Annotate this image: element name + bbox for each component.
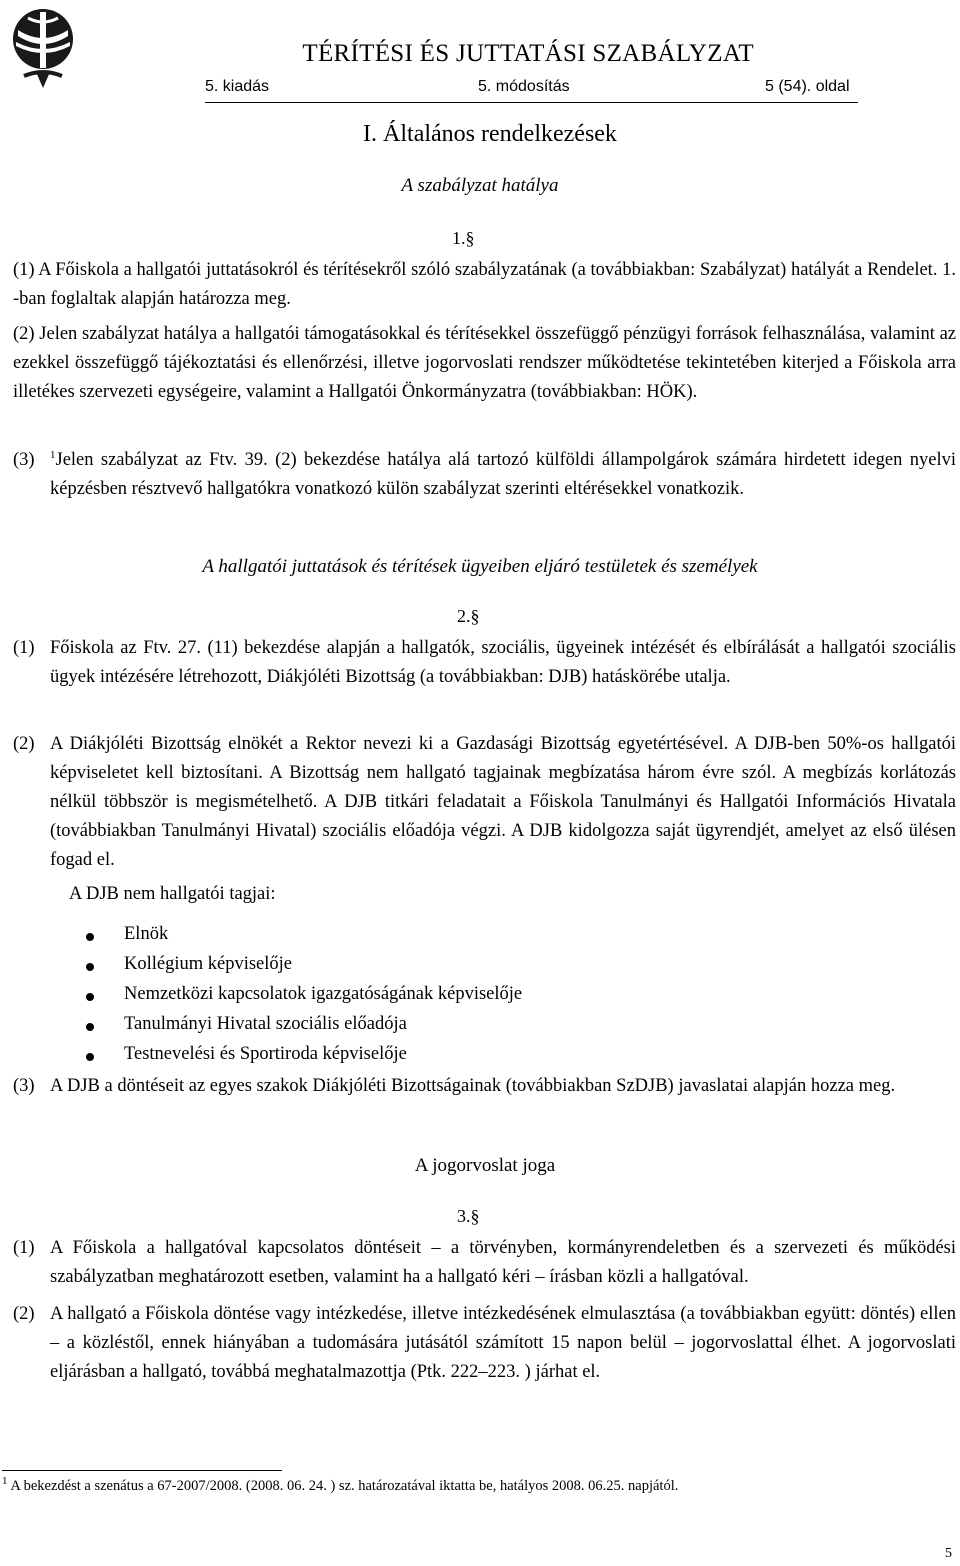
paragraph-text: A Főiskola a hallgatóval kapcsolatos döntéseit – a törvényben, kormányrendeletben és a szervezeti és működési szabályzatban meghatározott esetben, valamint ha a hallgató kéri – írásban közli a hallgatóval. [50,1238,956,1287]
section-3-title: A jogorvoslat joga [414,1155,556,1176]
section-1-title: A szabályzat hatálya [401,175,559,196]
section-3-paragraph-1 [13,1234,956,1292]
members-heading: A DJB nem hallgatói tagjai: [69,884,276,904]
footnote-rule [2,1470,282,1471]
bullet [86,933,94,941]
paragraph-number: (3) [13,450,35,470]
header-meta [205,78,855,100]
bullet [86,963,94,971]
modification: 5. módosítás [478,78,570,95]
bullet [86,1023,94,1031]
bullet [86,1053,94,1061]
page-reference: 5 (54). oldal [765,78,850,95]
bullet [86,993,94,1001]
section-1-paragraph-3 [13,446,956,504]
paragraph-number: (1) [13,638,35,658]
section-3-paragraph-2 [13,1300,956,1387]
paragraph-text: A hallgató a Főiskola döntése vagy intézkedése, illetve intézkedésének elmulasztása (a továbbiakban együtt: döntés) ellen – a közléstől, ennek hiányában a tudomására jutásától számított 15 napon belül – jogorvoslattal élhet. A jogorvoslati eljárásban a hallgató, továbbá meghatalmazottja (Ptk. 222–223. ) járhat el. [50,1304,956,1382]
paragraph-number: (2) [13,734,35,754]
section-2-paragraph-2 [13,730,956,875]
section-1-paragraph-2: (2) Jelen szabályzat hatálya a hallgatói támogatásokkal és térítésekkel összefüggő pénzügyi források felhasználása, valamint az ezekkel összefüggő tájékoztatási és ellenőrzési, illetve jogorvoslati rendszer működtetése tekintetében kiterjed a Főiskola arra illetékes szervezeti egységeire, valamint a Hallgatói Önkormányzatra (továbbiakban: HÖK). [13,324,956,402]
edition: 5. kiadás [205,78,270,95]
paragraph-text: Jelen szabályzat az Ftv. 39. (2) bekezdése hatálya alá tartozó külföldi állampolgárok számára hirdetett idegen nyelvi képzésben résztvevő hallgatókra vonatkozó külön szabályzat szerinti eltérésekkel vonatkozik. [50,450,956,499]
header-rule [205,102,858,103]
footnote-text: A bekezdést a szenátus a 67-2007/2008. (2008. 06. 24. ) sz. határozatával iktatta be, hatályos 2008. 06.25. napjától. [10,1478,679,1494]
list-item: Nemzetközi kapcsolatok igazgatóságának képviselője [124,984,523,1004]
section-2-number: 2.§ [457,606,480,626]
list-item: Kollégium képviselője [124,954,293,974]
paragraph-number: (2) [13,1304,35,1324]
page-number: 5 [945,1546,952,1561]
section-1-paragraph-1: (1) A Főiskola a hallgatói juttatásokról és térítésekről szóló szabályzatának (a továbbiakban: Szabályzat) hatályát a Rendelet. 1. -ban foglaltak alapján határozza meg. [13,260,956,309]
footnote [2,1475,679,1495]
footnote-reference: 1 [50,448,56,461]
paragraph-number: (3) [13,1076,35,1096]
section-2-paragraph-1 [13,634,956,692]
paragraph-number: (1) [13,1238,35,1258]
list-item: Testnevelési és Sportiroda képviselője [124,1044,407,1064]
footnote-mark: 1 [2,1475,8,1488]
document-title: TÉRÍTÉSI ÉS JUTTATÁSI SZABÁLYZAT [302,40,754,67]
paragraph-text: Főiskola az Ftv. 27. (11) bekezdése alapján a hallgatók, szociális, ügyeinek intézését és elbírálását a hallgatói szociális ügyek intézésére létrehozott, Diákjóléti Bizottság (a továbbiakban: DJB) hatáskörébe utalja. [50,638,956,687]
section-2-title: A hallgatói juttatások és térítések ügyeiben eljáró testületek és személyek [202,556,758,577]
section-2-paragraph-3 [13,1072,956,1101]
section-3-number: 3.§ [457,1206,480,1226]
paragraph-text: A Diákjóléti Bizottság elnökét a Rektor nevezi ki a Gazdasági Bizottság egyetértésével. A DJB-ben 50%-os hallgatói képviseletet kell biztosítani. A Bizottság nem hallgató tagjainak megbízatása három évre szól. A megbízás korlátozás nélkül többször is megismételhető. A DJB titkári feladatait a Főiskola Tanulmányi és Hallgatói Információs Hivatala (továbbiakban Tanulmányi Hivatal) szociális előadója végzi. A DJB kidolgozza saját ügyrendjét, amelyet az első ülésen fogad el. [50,734,956,870]
paragraph-text: A DJB a döntéseit az egyes szakok Diákjóléti Bizottságainak (továbbiakban SzDJB) javaslatai alapján hozza meg. [50,1076,896,1096]
institution-logo [10,6,76,90]
list-item: Elnök [124,924,169,944]
section-1-number: 1.§ [452,228,475,248]
list-item: Tanulmányi Hivatal szociális előadója [124,1014,407,1034]
chapter-title: I. Általános rendelkezések [363,121,617,147]
